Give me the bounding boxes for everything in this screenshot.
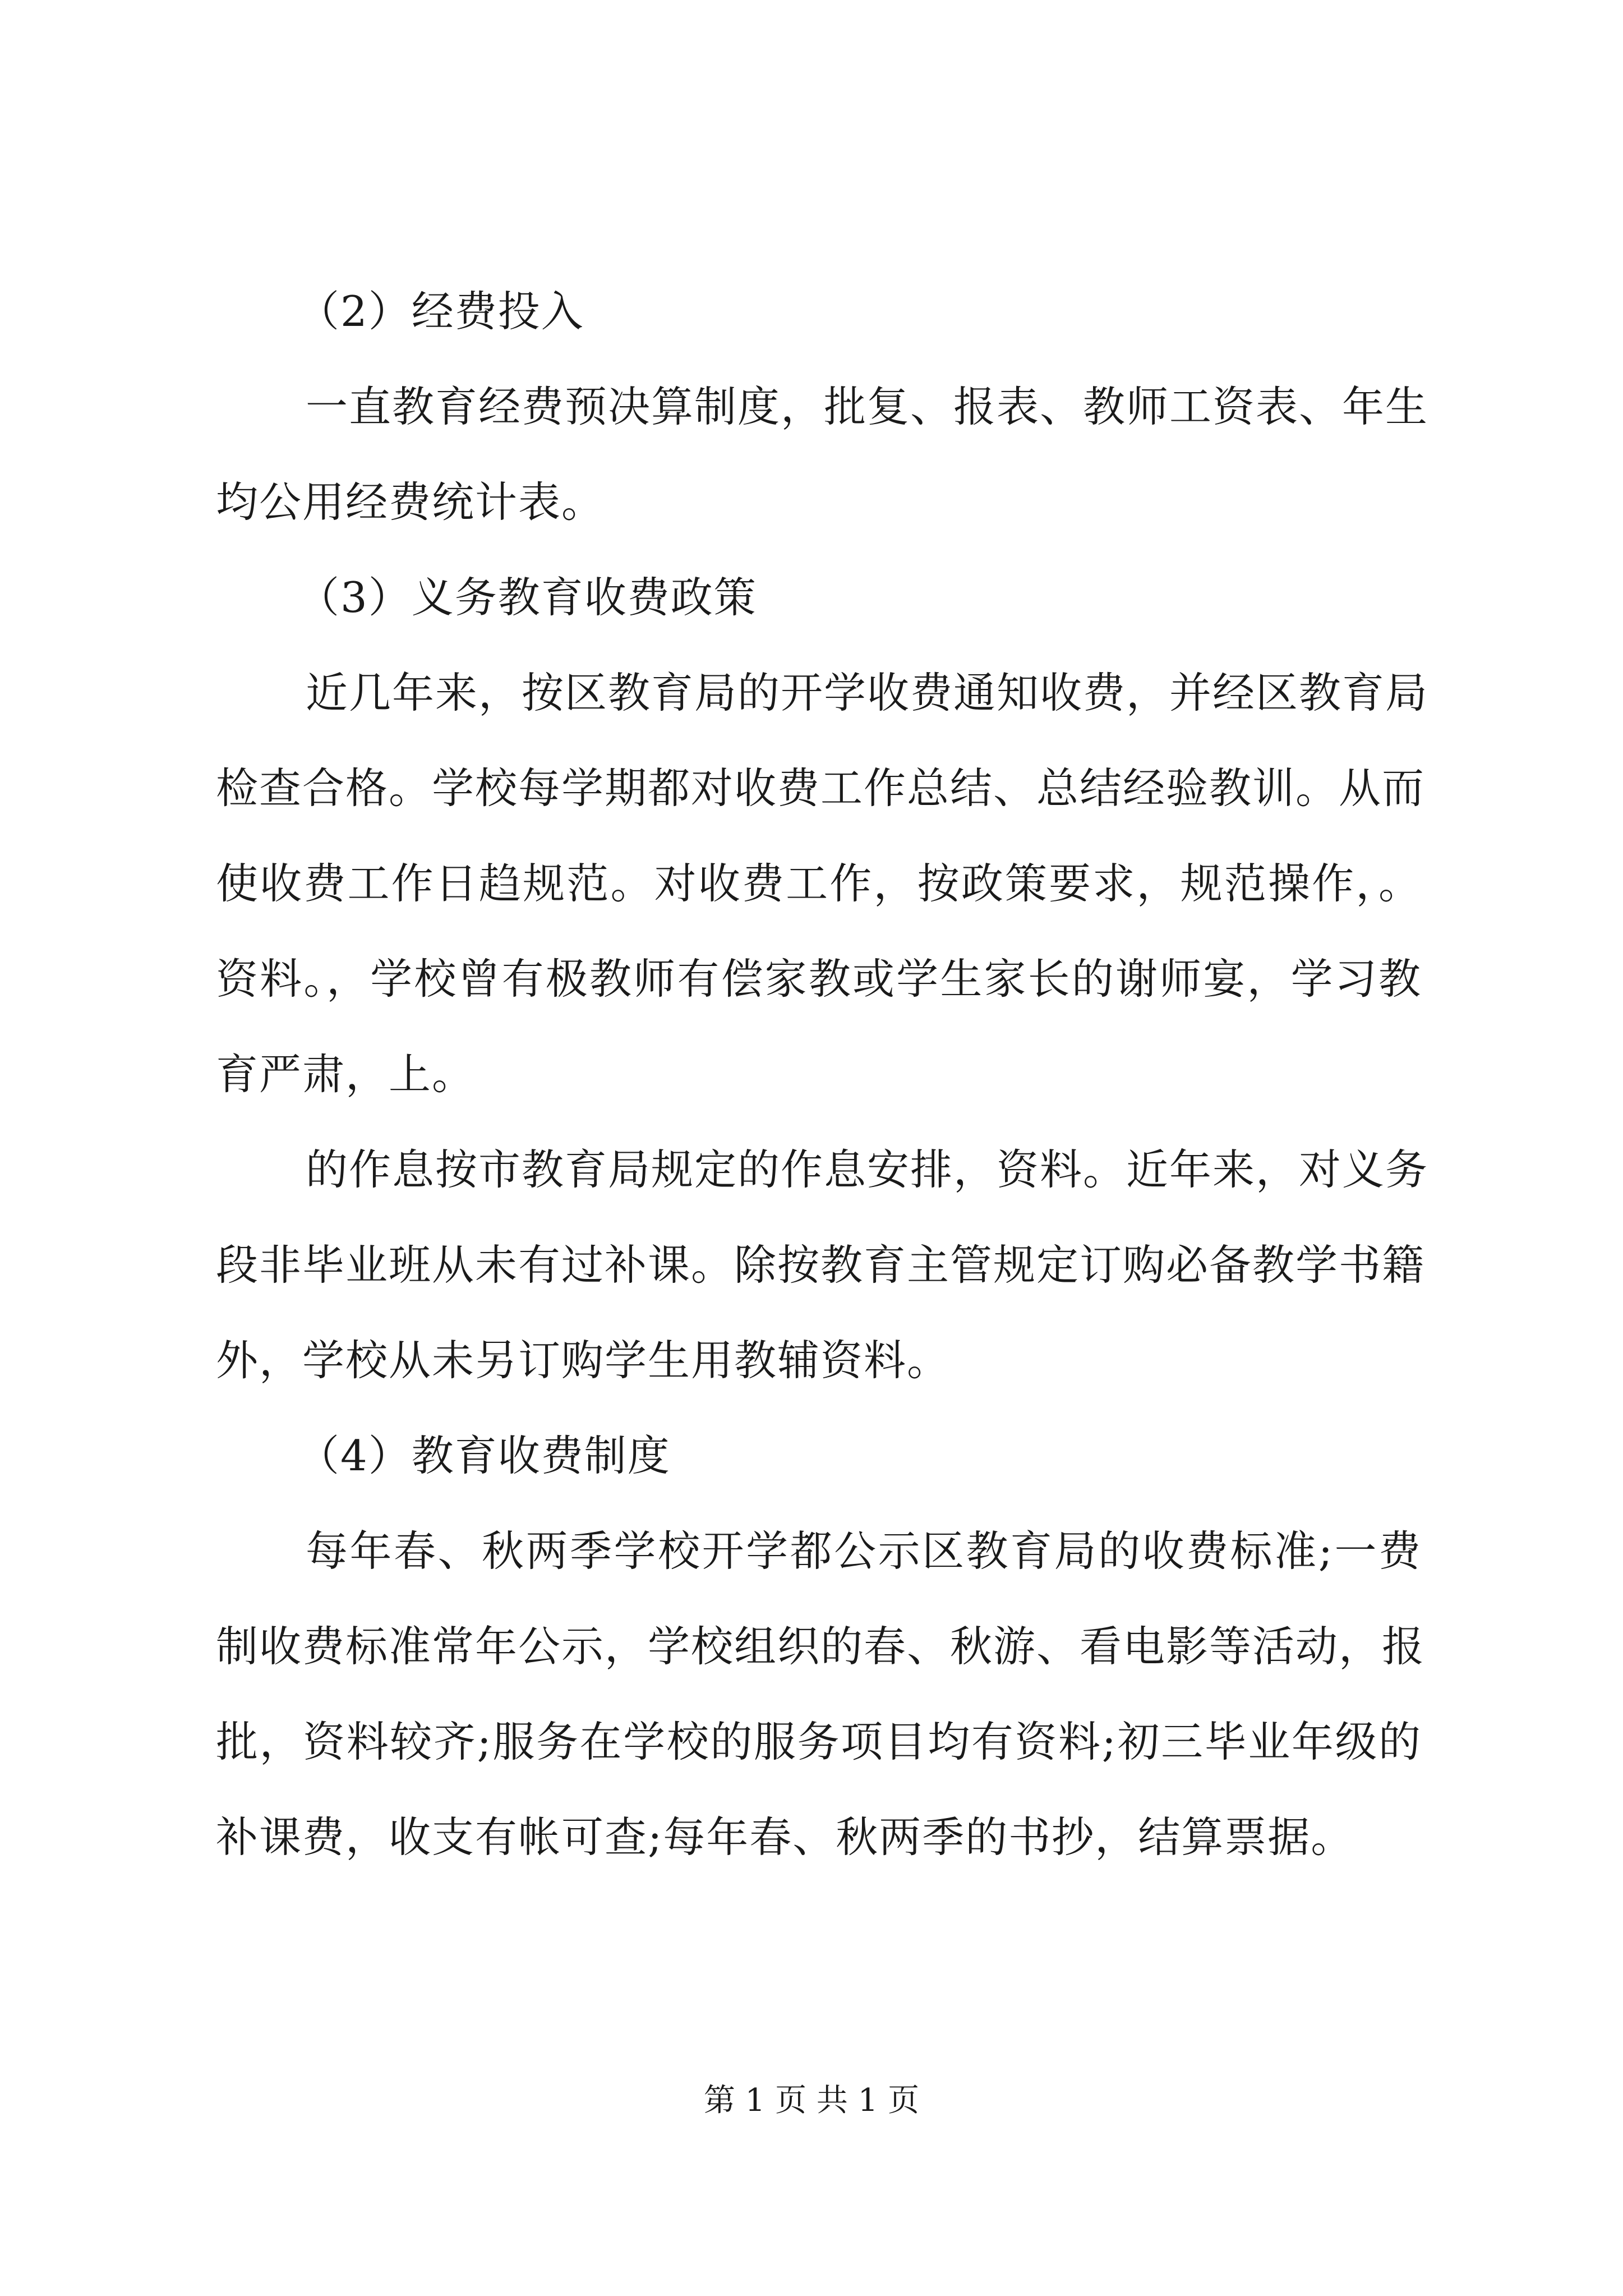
paragraph-line: 资料。，学校曾有极教师有偿家教或学生家长的谢师宴，学习教 xyxy=(216,954,1422,1004)
paragraph-line: 一直教育经费预决算制度，批复、报表、教师工资表、年生 xyxy=(306,382,1429,431)
paragraph-line: 均公用经费统计表。 xyxy=(216,477,605,527)
paragraph-line: 检查合格。学校每学期都对收费工作总结、总结经验教训。从而 xyxy=(216,763,1426,813)
paragraph-line: 近几年来，按区教育局的开学收费通知收费，并经区教育局 xyxy=(306,668,1429,717)
paragraph-line: 的作息按市教育局规定的作息安排，资料。近年来，对义务 xyxy=(306,1145,1429,1194)
paragraph-line: 育严肃，上。 xyxy=(216,1050,476,1099)
section-heading-fee-system: （4）教育收费制度 xyxy=(297,1431,671,1480)
paragraph-line: 使收费工作日趋规范。对收费工作，按政策要求，规范操作，。 xyxy=(216,859,1422,908)
paragraph-line: 段非毕业班从未有过补课。除按教育主管规定订购必备教学书籍 xyxy=(216,1240,1426,1290)
paragraph-line: 批，资料较齐;服务在学校的服务项目均有资料;初三毕业年级的 xyxy=(216,1717,1422,1766)
paragraph-line: 每年春、秋两季学校开学都公示区教育局的收费标准;一费 xyxy=(306,1526,1422,1576)
paragraph-line: 制收费标准常年公示，学校组织的春、秋游、看电影等活动，报 xyxy=(216,1622,1426,1671)
section-heading-funding: （2）经费投入 xyxy=(297,287,584,336)
page-number-footer: 第 1 页 共 1 页 xyxy=(703,2082,920,2119)
paragraph-line: 外，学校从未另订购学生用教辅资料。 xyxy=(216,1336,951,1385)
document-body xyxy=(216,264,1429,1885)
section-heading-fee-policy: （3）义务教育收费政策 xyxy=(297,573,757,622)
paragraph-line: 补课费，收支有帐可查;每年春、秋两季的书抄，结算票据。 xyxy=(216,1812,1354,1862)
